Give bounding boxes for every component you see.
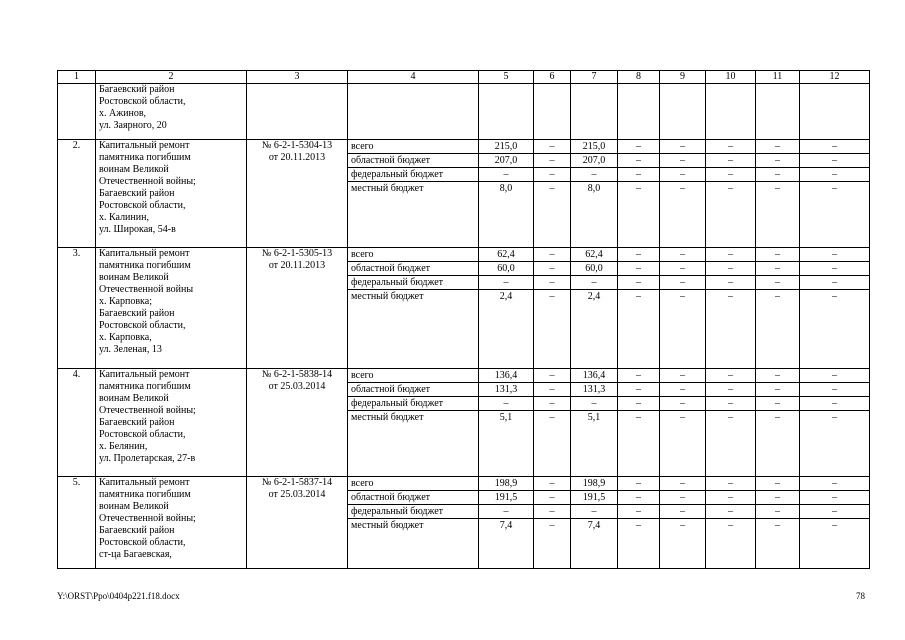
amount: – (534, 262, 570, 276)
amount: – (534, 505, 570, 519)
document-line: № 6-2-1-5304-13 (261, 140, 333, 151)
document-line: № 6-2-1-5837-14 (261, 477, 333, 488)
header-cell: 4 (348, 71, 479, 84)
amount: – (571, 397, 617, 411)
amount: – (832, 520, 837, 531)
object-name-line: Ростовской области, (99, 537, 186, 548)
amount: 207,0 (479, 154, 533, 168)
amount: 62,4 (479, 248, 533, 262)
amount: – (800, 262, 869, 276)
page-number: 78 (856, 591, 865, 601)
amount: – (660, 477, 705, 491)
object-name-line: х. Белянин, (99, 441, 148, 452)
object-name-line: памятника погибшим (99, 381, 191, 392)
amount: – (800, 477, 869, 491)
amount: – (800, 140, 869, 154)
object-name-line: Багаевский район (99, 308, 175, 319)
object-name-line: ст-ца Багаевская, (99, 549, 172, 560)
amount: – (706, 505, 755, 519)
amount: – (618, 154, 659, 168)
object-name-line: Отечественной войны; (99, 176, 196, 187)
amount: – (636, 520, 641, 531)
amount: – (775, 412, 780, 423)
header-cell: 10 (706, 71, 756, 84)
amount: – (618, 369, 659, 383)
object-name-line: х. Ажинов, (99, 108, 147, 119)
funding-source: федеральный бюджет (348, 168, 478, 182)
amount: – (618, 168, 659, 182)
amount: – (660, 248, 705, 262)
amount: 207,0 (571, 154, 617, 168)
value-cell (660, 84, 706, 140)
funding-source: областной бюджет (348, 491, 478, 505)
value-cell (534, 84, 571, 140)
value-cell (479, 477, 534, 569)
amount: – (618, 383, 659, 397)
amount: – (800, 383, 869, 397)
object-name-line: воинам Великой (99, 164, 169, 175)
amount: – (800, 369, 869, 383)
amount: – (534, 477, 570, 491)
amount: – (534, 397, 570, 411)
amount: – (534, 369, 570, 383)
value-cell (618, 248, 660, 369)
amount: – (534, 248, 570, 262)
amount: – (618, 140, 659, 154)
amount: – (680, 412, 685, 423)
amount: – (479, 397, 533, 411)
object-name-line: Багаевский район (99, 525, 175, 536)
value-cell (660, 369, 706, 477)
amount: – (728, 291, 733, 302)
amount: – (756, 168, 799, 182)
row-number: 2. (58, 140, 96, 248)
row-number: 3. (58, 248, 96, 369)
amount: – (775, 183, 780, 194)
amount: – (832, 291, 837, 302)
value-cell (534, 140, 571, 248)
value-cell (706, 84, 756, 140)
object-name-line: ул. Широкая, 54-в (99, 224, 176, 235)
funding-sources (348, 84, 479, 140)
amount: – (706, 140, 755, 154)
amount: – (706, 154, 755, 168)
object-name-line: х. Калинин, (99, 212, 149, 223)
amount: 7,4 (587, 520, 601, 531)
amount: 215,0 (479, 140, 533, 154)
funding-source: областной бюджет (348, 262, 478, 276)
funding-source: всего (348, 477, 478, 491)
object-name-line: Капитальный ремонт (99, 248, 190, 259)
document-line: от 20.11.2013 (268, 152, 326, 163)
amount: 136,4 (479, 369, 533, 383)
object-name-line: памятника погибшим (99, 152, 191, 163)
amount: – (680, 183, 685, 194)
document-line: № 6-2-1-5838-14 (261, 369, 333, 380)
amount: – (756, 477, 799, 491)
amount: – (706, 383, 755, 397)
header-cell: 1 (58, 71, 96, 84)
amount: – (549, 412, 555, 423)
amount: – (660, 140, 705, 154)
table-row (58, 248, 870, 369)
value-cell (706, 477, 756, 569)
value-cell (756, 140, 800, 248)
amount: – (728, 183, 733, 194)
value-cell (800, 140, 870, 248)
amount: 2,4 (587, 291, 601, 302)
amount: 7,4 (499, 520, 513, 531)
amount: – (756, 369, 799, 383)
amount: – (571, 505, 617, 519)
expertise-document (247, 84, 348, 140)
amount: – (756, 140, 799, 154)
amount: – (800, 397, 869, 411)
amount: – (775, 520, 780, 531)
document-line: от 25.03.2014 (268, 489, 326, 500)
amount: – (549, 291, 555, 302)
amount: – (660, 383, 705, 397)
amount: – (756, 154, 799, 168)
amount: – (571, 168, 617, 182)
funding-sources (348, 477, 479, 569)
funding-source: местный бюджет (351, 520, 424, 531)
value-cell (571, 369, 618, 477)
object-name-line: Капитальный ремонт (99, 140, 190, 151)
amount: – (636, 412, 641, 423)
funding-source: федеральный бюджет (348, 397, 478, 411)
amount: – (756, 276, 799, 290)
table-row (58, 477, 870, 569)
amount: – (728, 412, 733, 423)
amount: – (534, 276, 570, 290)
table-row (58, 84, 870, 140)
amount: 191,5 (479, 491, 533, 505)
amount: – (660, 262, 705, 276)
expertise-document (247, 369, 348, 477)
amount: – (800, 505, 869, 519)
funding-sources (348, 140, 479, 248)
header-cell: 11 (756, 71, 800, 84)
object-name-line: ул. Заярного, 20 (99, 120, 167, 131)
value-cell (479, 248, 534, 369)
value-cell (571, 248, 618, 369)
object-name-line: памятника погибшим (99, 260, 191, 271)
object-name (96, 369, 247, 477)
amount: – (756, 397, 799, 411)
table-row (58, 369, 870, 477)
amount: – (706, 276, 755, 290)
amount: – (534, 154, 570, 168)
amount: – (756, 262, 799, 276)
value-cell (660, 140, 706, 248)
object-name (96, 477, 247, 569)
amount: – (756, 248, 799, 262)
amount: – (534, 168, 570, 182)
amount: – (549, 520, 555, 531)
amount: – (618, 248, 659, 262)
value-cell (571, 140, 618, 248)
value-cell (800, 248, 870, 369)
amount: – (479, 505, 533, 519)
amount: – (534, 491, 570, 505)
amount: – (756, 491, 799, 505)
value-cell (479, 369, 534, 477)
amount: – (800, 491, 869, 505)
amount: – (728, 520, 733, 531)
amount: – (706, 477, 755, 491)
amount: – (756, 383, 799, 397)
value-cell (618, 369, 660, 477)
document-line: от 25.03.2014 (268, 381, 326, 392)
object-name-line: Багаевский район (99, 84, 175, 95)
header-cell: 3 (247, 71, 348, 84)
value-cell (800, 477, 870, 569)
object-name-line: ул. Пролетарская, 27-в (99, 453, 196, 464)
amount: 198,9 (479, 477, 533, 491)
amount: – (706, 369, 755, 383)
object-name-line: Ростовской области, (99, 96, 186, 107)
amount: – (800, 248, 869, 262)
object-name-line: воинам Великой (99, 272, 169, 283)
object-name-line: Багаевский район (99, 417, 175, 428)
expertise-document (247, 477, 348, 569)
amount: – (680, 520, 685, 531)
funding-sources (348, 248, 479, 369)
object-name-line: воинам Великой (99, 501, 169, 512)
funding-source: федеральный бюджет (348, 276, 478, 290)
object-name-line: Ростовской области, (99, 429, 186, 440)
row-number: 5. (58, 477, 96, 569)
amount: – (800, 154, 869, 168)
value-cell (660, 248, 706, 369)
amount: – (534, 140, 570, 154)
value-cell (618, 84, 660, 140)
value-cell (660, 477, 706, 569)
value-cell (756, 369, 800, 477)
amount: – (706, 248, 755, 262)
object-name-line: х. Карповка; (99, 296, 152, 307)
amount: – (636, 291, 641, 302)
amount: 60,0 (571, 262, 617, 276)
amount: – (660, 154, 705, 168)
object-name-line: Багаевский район (99, 188, 175, 199)
amount: 8,0 (587, 183, 601, 194)
amount: 198,9 (571, 477, 617, 491)
amount: 136,4 (571, 369, 617, 383)
amount: – (660, 505, 705, 519)
amount: – (775, 291, 780, 302)
amount: – (756, 505, 799, 519)
value-cell (479, 84, 534, 140)
header-cell: 2 (96, 71, 247, 84)
expertise-document (247, 248, 348, 369)
table-row (58, 140, 870, 248)
amount: 131,3 (571, 383, 617, 397)
header-cell: 6 (534, 71, 571, 84)
funding-source: всего (348, 140, 478, 154)
value-cell (706, 248, 756, 369)
object-name-line: Отечественной войны (99, 284, 194, 295)
object-name-line: Капитальный ремонт (99, 369, 190, 380)
amount: – (680, 291, 685, 302)
amount: – (800, 168, 869, 182)
amount: – (660, 397, 705, 411)
value-cell (534, 477, 571, 569)
document-line: от 20.11.2013 (268, 260, 326, 271)
amount: – (636, 183, 641, 194)
row-number: 4. (58, 369, 96, 477)
amount: – (660, 491, 705, 505)
object-name-line: памятника погибшим (99, 489, 191, 500)
header-cell: 8 (618, 71, 660, 84)
header-row (58, 71, 870, 84)
value-cell (618, 477, 660, 569)
value-cell (800, 84, 870, 140)
value-cell (706, 140, 756, 248)
header-cell: 9 (660, 71, 706, 84)
value-cell (618, 140, 660, 248)
amount: – (479, 168, 533, 182)
object-name-line: Отечественной войны; (99, 405, 196, 416)
value-cell (571, 477, 618, 569)
amount: 8,0 (499, 183, 513, 194)
funding-source: местный бюджет (351, 291, 424, 302)
funding-source: областной бюджет (348, 154, 478, 168)
object-name (96, 140, 247, 248)
amount: – (660, 276, 705, 290)
value-cell (706, 369, 756, 477)
amount: – (706, 262, 755, 276)
funding-sources (348, 369, 479, 477)
amount: 131,3 (479, 383, 533, 397)
amount: – (706, 168, 755, 182)
funding-source: местный бюджет (351, 412, 424, 423)
value-cell (756, 248, 800, 369)
header-cell: 5 (479, 71, 534, 84)
value-cell (756, 477, 800, 569)
amount: 5,1 (499, 412, 513, 423)
object-name-line: ул. Зеленая, 13 (99, 344, 162, 355)
amount: 2,4 (499, 291, 513, 302)
value-cell (534, 369, 571, 477)
funding-source: областной бюджет (348, 383, 478, 397)
amount: 5,1 (587, 412, 601, 423)
amount: – (660, 168, 705, 182)
object-name-line: воинам Великой (99, 393, 169, 404)
value-cell (571, 84, 618, 140)
amount: – (832, 412, 837, 423)
amount: – (618, 477, 659, 491)
amount: – (618, 505, 659, 519)
object-name-line: х. Карповка, (99, 332, 152, 343)
amount: – (534, 383, 570, 397)
object-name (96, 84, 247, 140)
row-number (58, 84, 96, 140)
amount: 191,5 (571, 491, 617, 505)
file-path: Y:\ORST\Ppo\0404p221.f18.docx (57, 591, 180, 601)
object-name-line: Ростовской области, (99, 320, 186, 331)
funding-source: всего (348, 248, 478, 262)
amount: – (618, 262, 659, 276)
amount: – (832, 183, 837, 194)
header-cell: 12 (800, 71, 870, 84)
funding-source: всего (348, 369, 478, 383)
expertise-document (247, 140, 348, 248)
object-name (96, 248, 247, 369)
amount: – (479, 276, 533, 290)
value-cell (534, 248, 571, 369)
amount: 215,0 (571, 140, 617, 154)
object-name-line: Капитальный ремонт (99, 477, 190, 488)
value-cell (479, 140, 534, 248)
amount: 62,4 (571, 248, 617, 262)
funding-source: местный бюджет (351, 183, 424, 194)
amount: – (549, 183, 555, 194)
amount: – (660, 369, 705, 383)
amount: – (706, 397, 755, 411)
amount: – (800, 276, 869, 290)
header-cell: 7 (571, 71, 618, 84)
amount: – (706, 491, 755, 505)
amount: – (571, 276, 617, 290)
budget-table (57, 70, 870, 569)
document-line: № 6-2-1-5305-13 (261, 248, 333, 259)
object-name-line: Отечественной войны; (99, 513, 196, 524)
object-name-line: Ростовской области, (99, 200, 186, 211)
amount: – (618, 397, 659, 411)
value-cell (756, 84, 800, 140)
amount: – (618, 491, 659, 505)
amount: – (618, 276, 659, 290)
funding-source: федеральный бюджет (348, 505, 478, 519)
value-cell (800, 369, 870, 477)
amount: 60,0 (479, 262, 533, 276)
